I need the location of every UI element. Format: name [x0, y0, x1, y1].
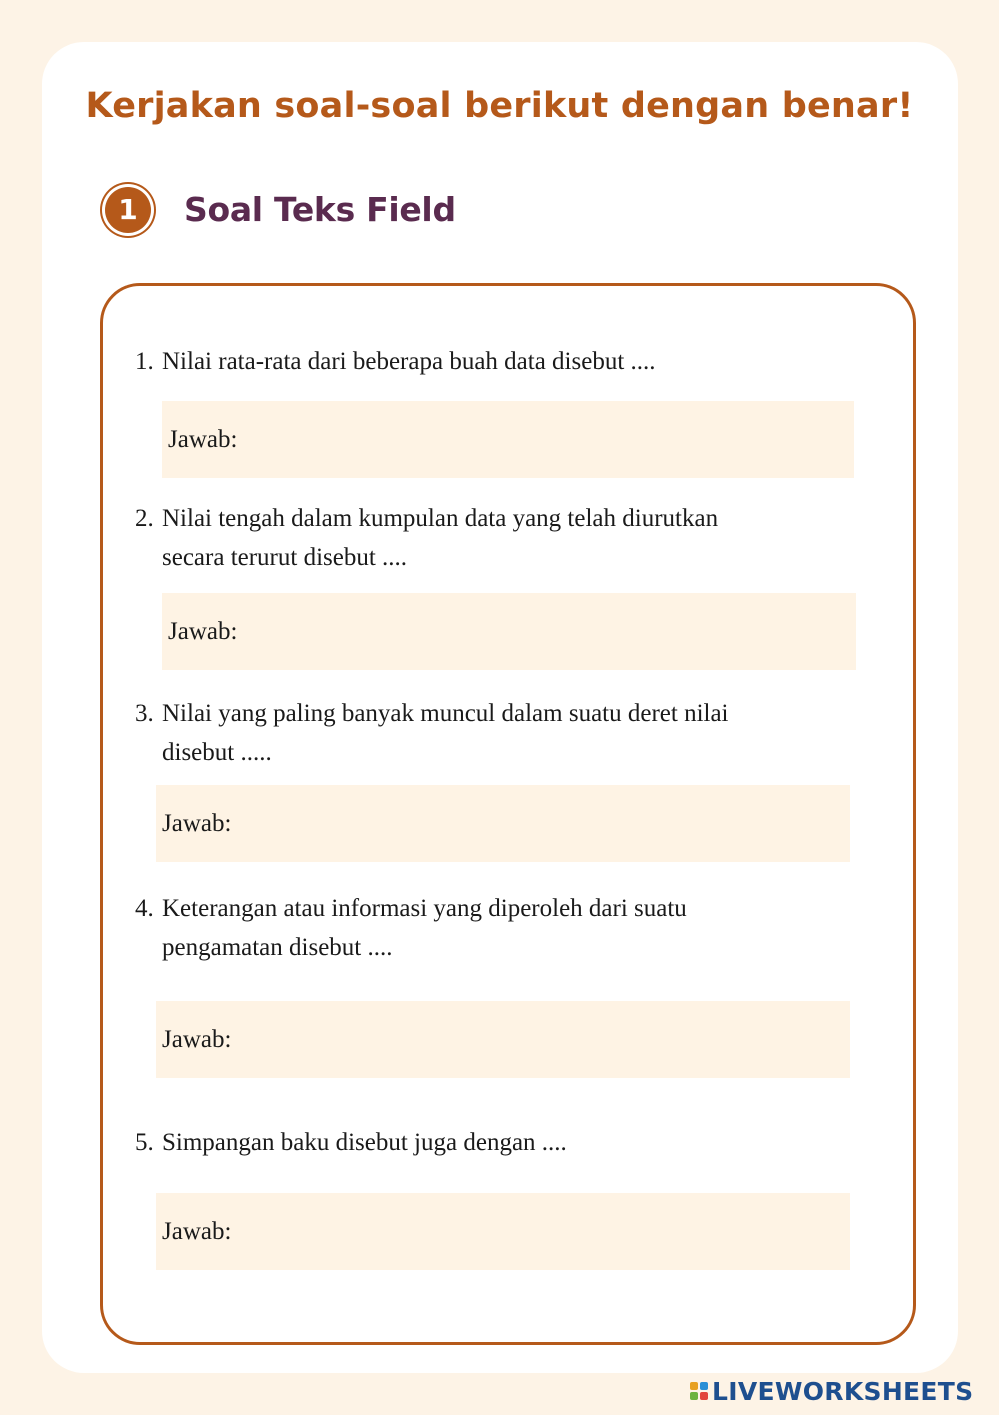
liveworksheets-watermark: [690, 1375, 973, 1407]
answer-field-5[interactable]: [156, 1193, 850, 1270]
question-text: Simpangan baku disebut juga dengan ....: [162, 1129, 567, 1156]
question-text: Keterangan atau informasi yang diperoleh dari suatu: [162, 895, 687, 922]
liveworksheets-logo-icon: [690, 1382, 708, 1400]
watermark-text: LIVEWORKSHEETS: [712, 1376, 974, 1406]
section-number-badge: 1: [105, 187, 151, 233]
section-title: Soal Teks Field: [184, 190, 456, 229]
question-text: Nilai yang paling banyak muncul dalam suatu deret nilai: [162, 700, 729, 727]
answer-field-3[interactable]: [156, 785, 850, 862]
question-text-continued: pengamatan disebut ....: [162, 934, 393, 961]
question-3: [135, 694, 729, 772]
answer-label: Jawab:: [162, 809, 232, 837]
question-text-continued: disebut .....: [162, 739, 272, 766]
answer-label: Jawab:: [168, 617, 238, 645]
question-text-continued: secara terurut disebut ....: [162, 544, 408, 571]
question-number: 4.: [135, 895, 154, 922]
question-number: 2.: [135, 505, 154, 532]
question-5: [135, 1123, 567, 1162]
answer-field-2[interactable]: [162, 593, 856, 670]
answer-label: Jawab:: [162, 1025, 232, 1053]
question-number: 3.: [135, 700, 154, 727]
question-2: [135, 499, 718, 577]
answer-label: Jawab:: [168, 425, 238, 453]
answer-label: Jawab:: [162, 1217, 232, 1245]
question-number: 1.: [135, 348, 154, 375]
question-text: Nilai rata-rata dari beberapa buah data disebut ....: [162, 348, 656, 375]
answer-field-1[interactable]: [162, 401, 854, 478]
answer-field-4[interactable]: [156, 1001, 850, 1078]
question-number: 5.: [135, 1129, 154, 1156]
question-1: [135, 342, 656, 381]
question-text: Nilai tengah dalam kumpulan data yang telah diurutkan: [162, 505, 719, 532]
question-4: [135, 889, 687, 967]
page-title: Kerjakan soal-soal berikut dengan benar!: [85, 86, 914, 126]
